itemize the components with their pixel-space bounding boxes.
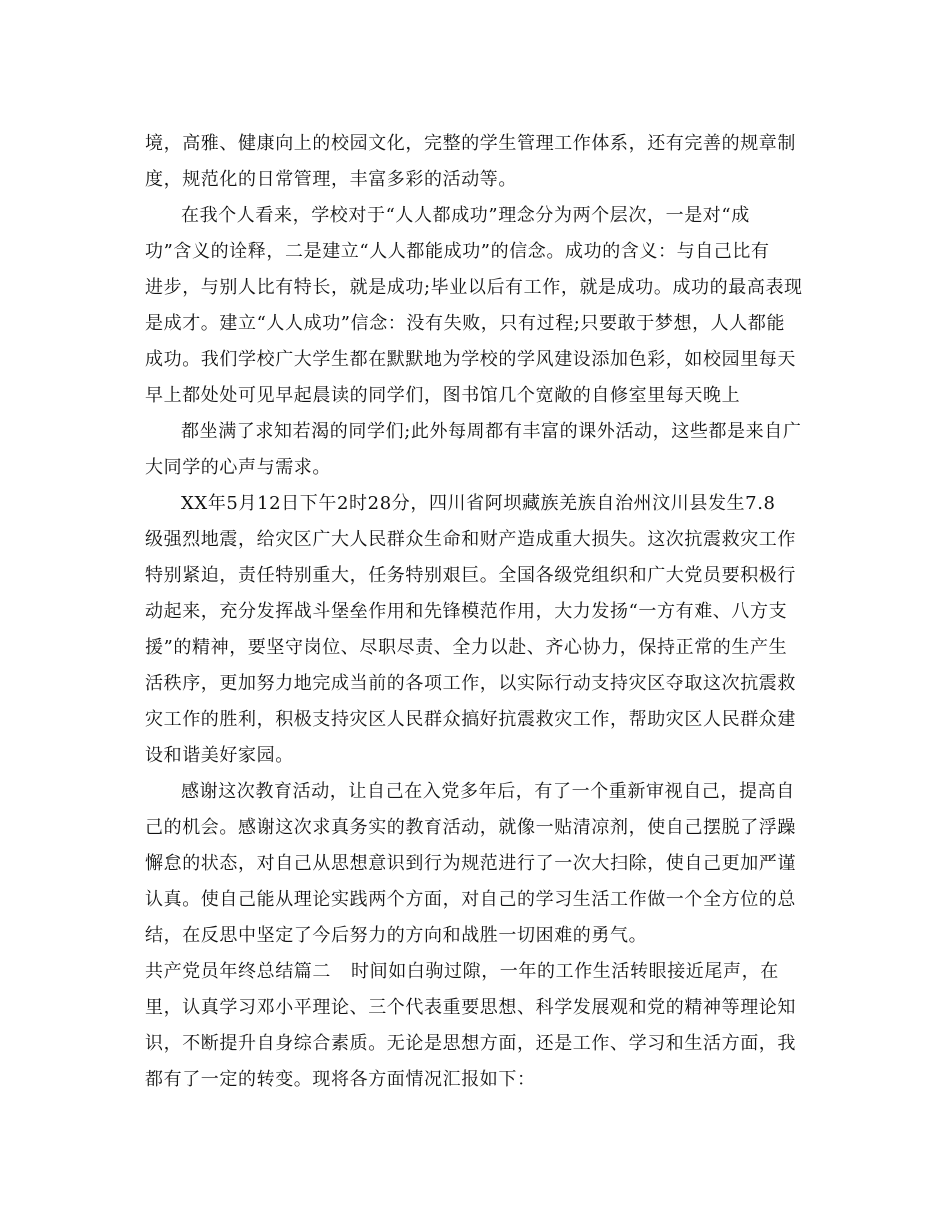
text-line: 灾工作的胜利，积极支持灾区人民群众搞好抗震救灾工作，帮助灾区人民群众建: [145, 709, 796, 730]
paragraph-first-line: 在我个人看来，学校对于“人人都成功”理念分为两个层次，一是对“成: [181, 205, 750, 226]
text-line: 大同学的心声与需求。: [145, 457, 331, 478]
paragraph-first-line: 都坐满了求知若渴的同学们;此外每周都有丰富的课外活动，这些都是来自广: [181, 421, 802, 442]
text-line: 境，高雅、健康向上的校园文化，完整的学生管理工作体系，还有完善的规章制: [145, 133, 796, 154]
text-line: 援”的精神，要坚守岗位、尽职尽责、全力以赴、齐心协力，保持正常的生产生: [145, 637, 788, 658]
text-line: 动起来，充分发挥战斗堡垒作用和先锋模范作用，大力发扬“一方有难、八方支: [145, 601, 788, 622]
text-line: 设和谐美好家园。: [145, 745, 294, 766]
text-line: 功”含义的诠释，二是建立“人人都能成功”的信念。成功的含义：与自己比有: [145, 241, 770, 262]
text-line: 特别紧迫，责任特别重大，任务特别艰巨。全国各级党组织和广大党员要积极行: [145, 565, 796, 586]
text-line: 己的机会。感谢这次求真务实的教育活动，就像一贴清凉剂，使自己摆脱了浮躁: [145, 817, 796, 838]
text-line: 认真。使自己能从理论实践两个方面，对自己的学习生活工作做一个全方位的总: [145, 889, 796, 910]
section-heading-line: [145, 962, 779, 982]
text-line: 活秩序，更加努力地完成当前的各项工作，以实际行动支持灾区夺取这次抗震救: [145, 673, 796, 694]
text-line: 结，在反思中坚定了今后努力的方向和战胜一切困难的勇气。: [145, 925, 648, 946]
section-heading-continuation: 时间如白驹过隙，一年的工作生活转眼接近尾声，在: [351, 961, 779, 982]
text-line: 级强烈地震，给灾区广大人民群众生命和财产造成重大损失。这次抗震救灾工作: [145, 529, 796, 550]
text-line: 早上都处处可见早起晨读的同学们，图书馆几个宽敞的自修室里每天晚上: [145, 385, 741, 406]
text-line: 是成才。建立“人人成功”信念：没有失败，只有过程;只要敢于梦想，人人都能: [145, 313, 786, 334]
paragraph-first-line: XX年5月12日下午2时28分，四川省阿坝藏族羌族自治州汶川县发生7.8: [181, 493, 776, 514]
text-line: 进步，与别人比有特长，就是成功;毕业以后有工作，就是成功。成功的最高表现: [145, 277, 803, 298]
text-line: 识，不断提升自身综合素质。无论是思想方面，还是工作、学习和生活方面，我: [145, 1033, 796, 1054]
text-line: 成功。我们学校广大学生都在默默地为学校的学风建设添加色彩，如校园里每天: [145, 349, 796, 370]
section-heading: 共产党员年终总结篇二: [145, 961, 331, 982]
text-line: 里，认真学习邓小平理论、三个代表重要思想、科学发展观和党的精神等理论知: [145, 997, 796, 1018]
paragraph-first-line: 感谢这次教育活动，让自己在入党多年后，有了一个重新审视自己，提高自: [181, 781, 795, 802]
text-line: 都有了一定的转变。现将各方面情况汇报如下：: [145, 1069, 536, 1090]
text-line: 懈怠的状态，对自己从思想意识到行为规范进行了一次大扫除，使自己更加严谨: [145, 853, 796, 874]
text-line: 度，规范化的日常管理，丰富多彩的活动等。: [145, 169, 517, 190]
